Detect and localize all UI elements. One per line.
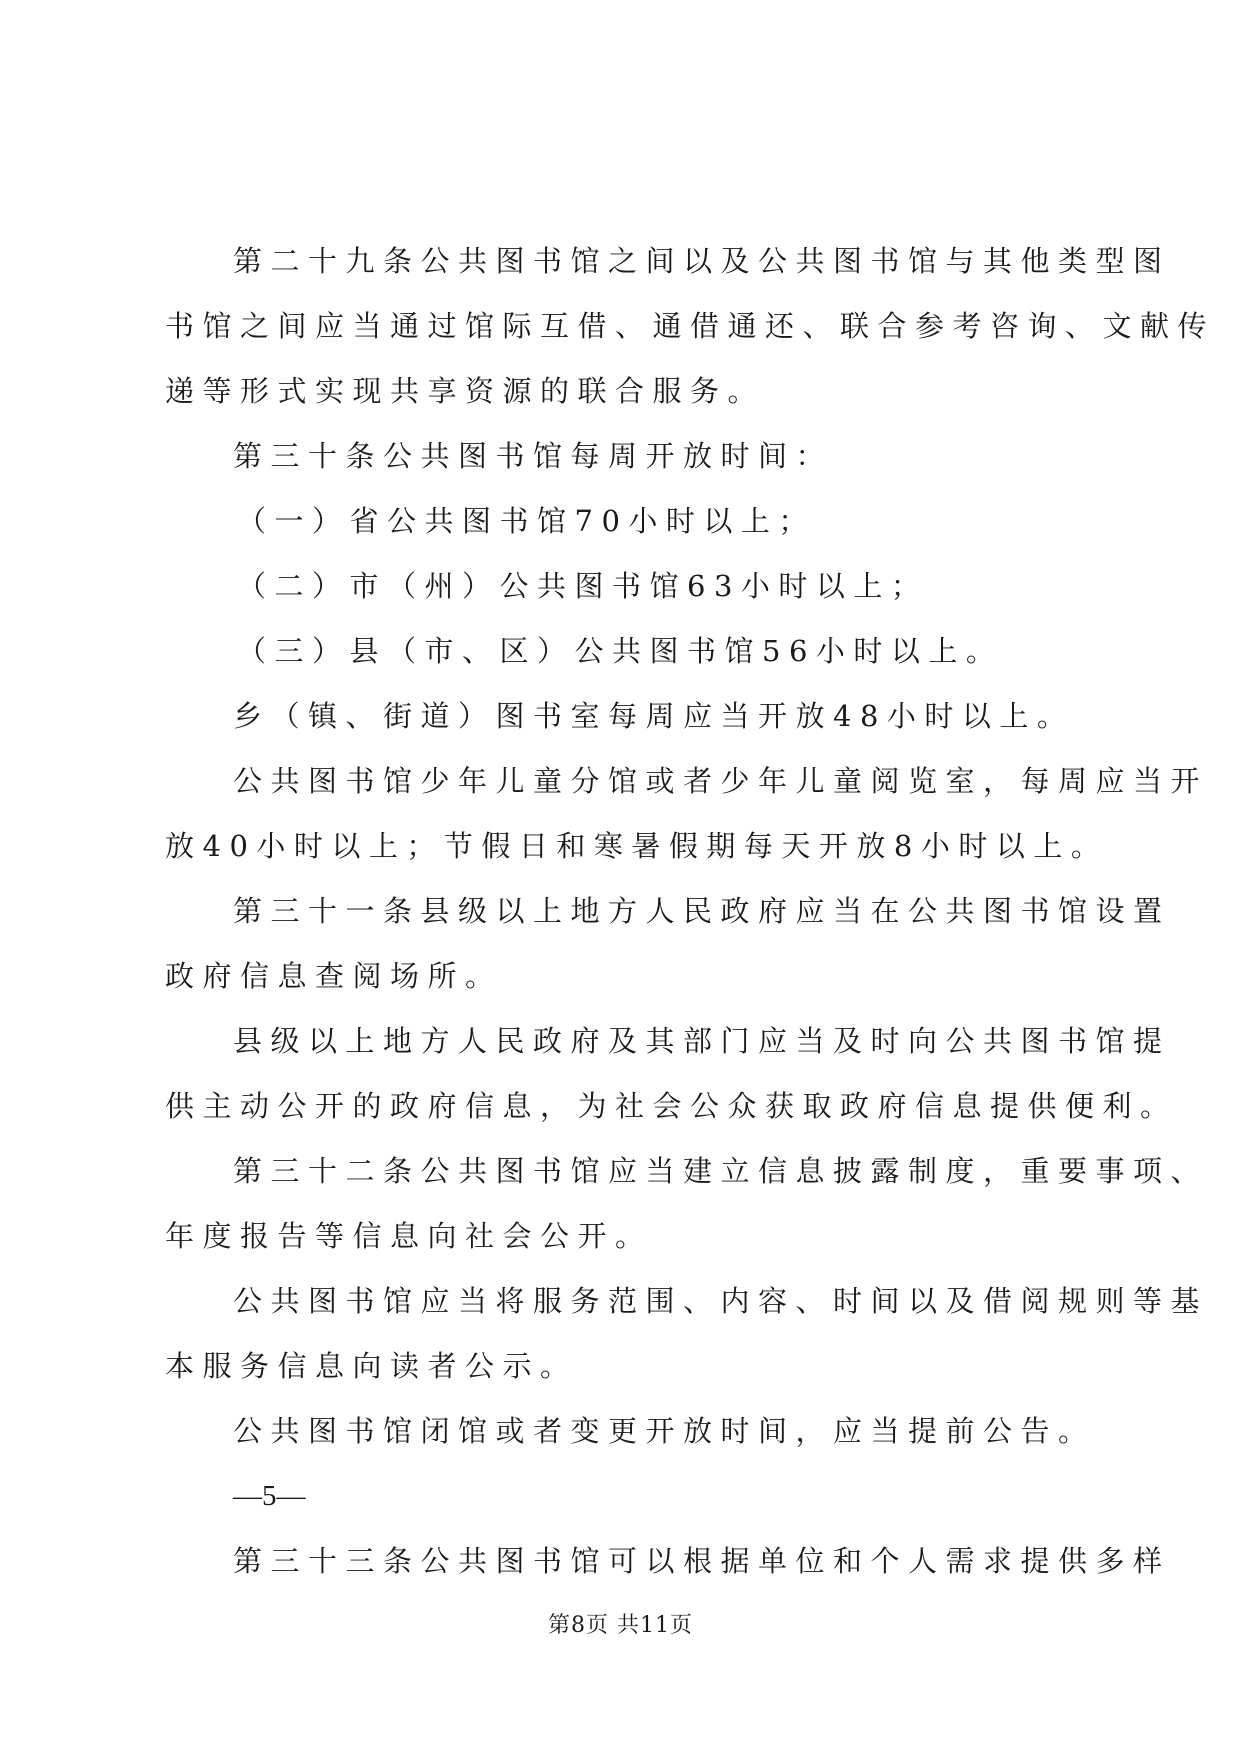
article-31-para2-line-1: 县级以上地方人民政府及其部门应当及时向公共图书馆提 (233, 1024, 1171, 1058)
article-30-item-2: （二）市（州）公共图书馆63小时以上； (237, 569, 929, 603)
article-32-line-1: 第三十二条公共图书馆应当建立信息披露制度，重要事项、 (233, 1154, 1209, 1188)
article-32-line-2: 年度报告等信息向社会公开。 (165, 1219, 653, 1253)
article-32-para2-line-2: 本服务信息向读者公示。 (165, 1349, 578, 1383)
article-29-line-3: 递等形式实现共享资源的联合服务。 (165, 374, 766, 408)
article-30-children-line-2: 放40小时以上；节假日和寒暑假期每天开放8小时以上。 (165, 829, 1109, 863)
article-31-line-1: 第三十一条县级以上地方人民政府应当在公共图书馆设置 (233, 894, 1171, 928)
body-text (165, 229, 1216, 1594)
article-33-line-1: 第三十三条公共图书馆可以根据单位和个人需求提供多样 (233, 1544, 1171, 1578)
article-32-para3: 公共图书馆闭馆或者变更开放时间，应当提前公告。 (233, 1414, 1096, 1448)
article-29-line-1: 第二十九条公共图书馆之间以及公共图书馆与其他类型图 (233, 244, 1171, 278)
article-30-item-1: （一）省公共图书馆70小时以上； (237, 504, 816, 538)
page-footer: 第8页 共11页 (548, 1613, 693, 1638)
article-30-children-line-1: 公共图书馆少年儿童分馆或者少年儿童阅览室，每周应当开 (233, 764, 1209, 798)
inner-page-number: —5— (233, 1480, 306, 1512)
article-32-para2-line-1: 公共图书馆应当将服务范围、内容、时间以及借阅规则等基 (233, 1284, 1209, 1318)
article-30-item-3: （三）县（市、区）公共图书馆56小时以上。 (237, 634, 1004, 668)
article-30-heading: 第三十条公共图书馆每周开放时间： (233, 439, 834, 473)
article-30-township: 乡（镇、街道）图书室每周应当开放48小时以上。 (233, 699, 1075, 733)
article-31-line-2: 政府信息查阅场所。 (165, 959, 503, 993)
article-29-line-2: 书馆之间应当通过馆际互借、通借通还、联合参考咨询、文献传 (165, 309, 1216, 343)
article-31-para2-line-2: 供主动公开的政府信息，为社会公众获取政府信息提供便利。 (165, 1089, 1178, 1123)
